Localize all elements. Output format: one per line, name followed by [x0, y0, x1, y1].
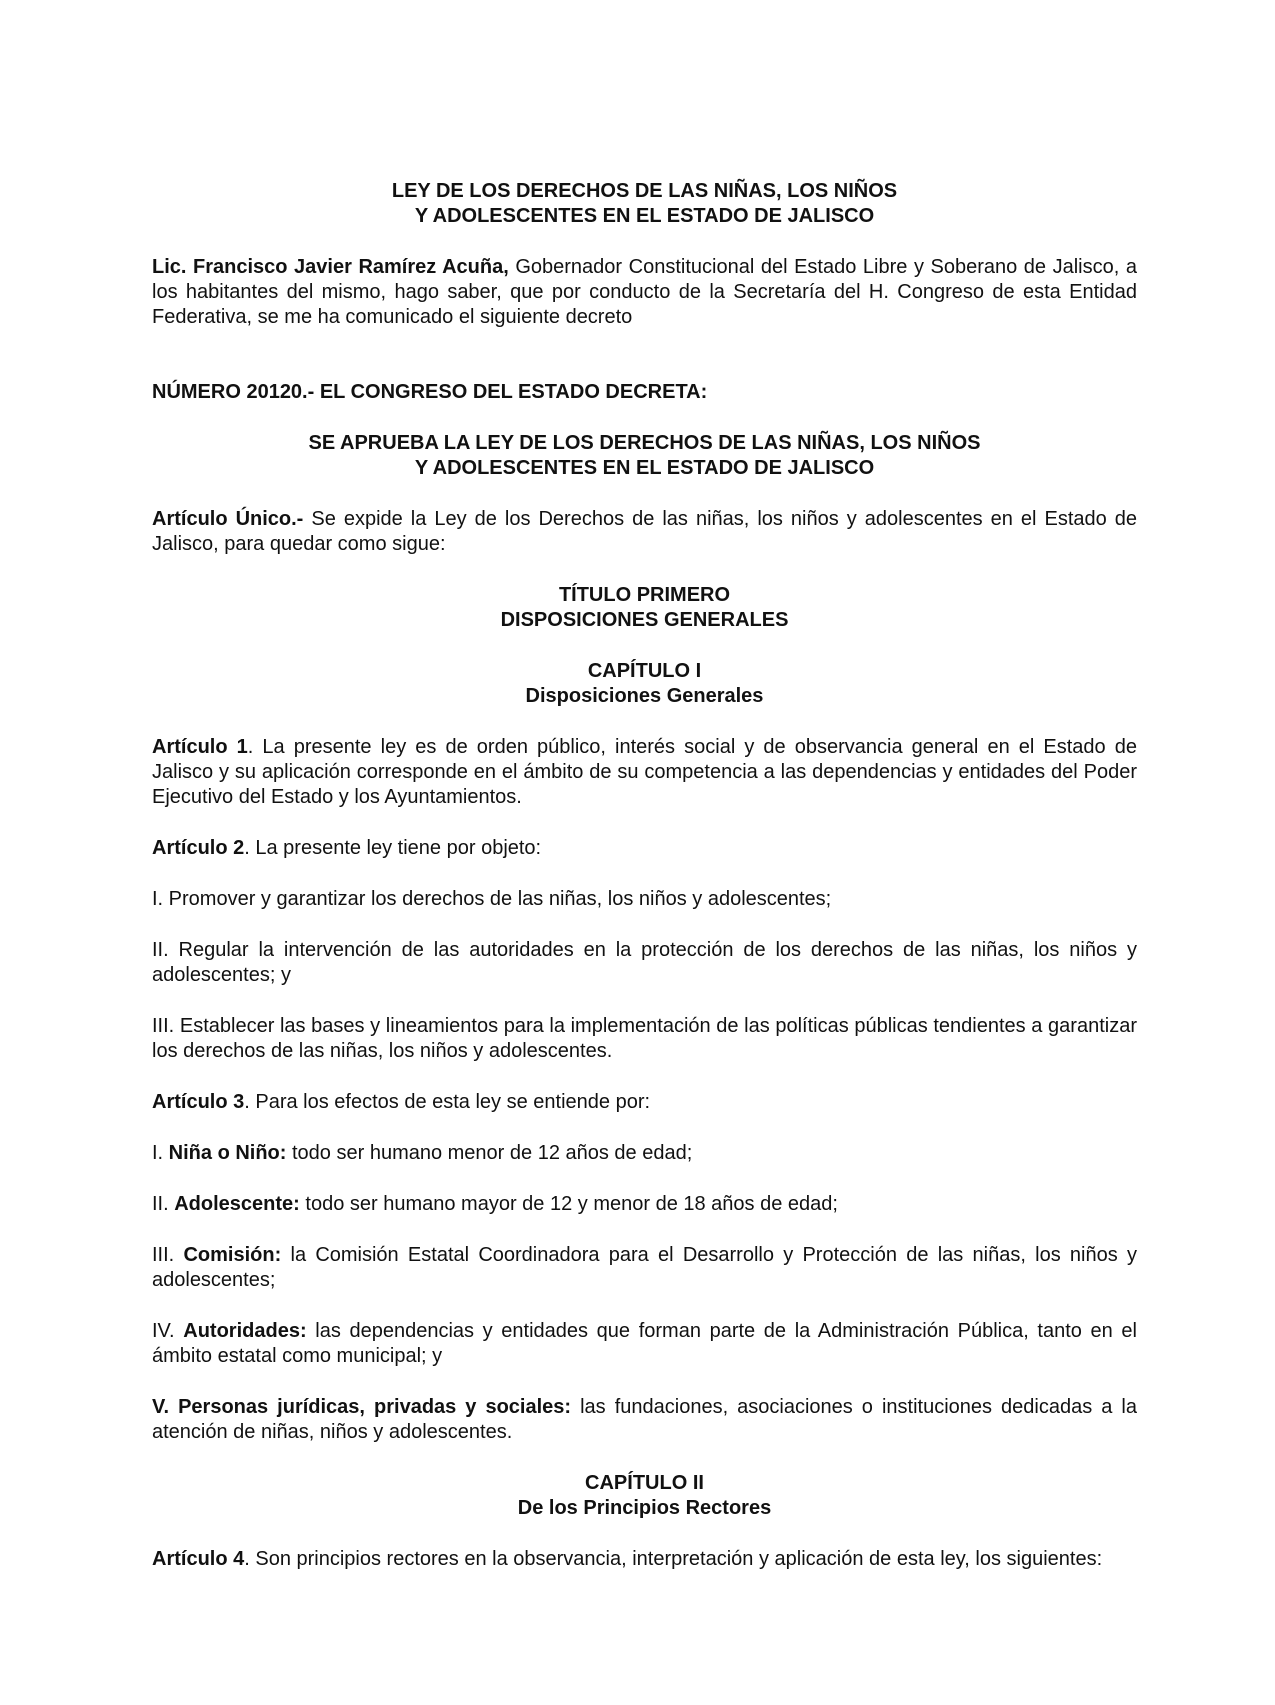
definition-item: [152, 1243, 1137, 1293]
titulo-line-1: TÍTULO PRIMERO: [558, 584, 731, 606]
articulo-1-text: . La presente ley es de orden público, interés social y de observancia general en el Estado de Jalisco y su aplicación corresponde en el ámbito de su competencia a las dependencias y entidades del Poder Ejecutivo del Estado y los Ayuntamientos.: [152, 736, 1137, 808]
articulo-unico: [152, 507, 1137, 557]
governor-name: Lic. Francisco Javier Ramírez Acuña,: [152, 256, 509, 278]
definition-term: Adolescente:: [174, 1193, 300, 1215]
law-title: [152, 179, 1137, 229]
law-title-line-1: LEY DE LOS DERECHOS DE LAS NIÑAS, LOS NIÑOS: [391, 180, 898, 202]
titulo-heading: [152, 583, 1137, 633]
definition-text: las fundaciones, asociaciones o instituciones dedicadas a la atención de niñas, niños y adolescentes.: [152, 1396, 1137, 1443]
definition-number: IV.: [152, 1320, 184, 1342]
articulo-unico-label: Artículo Único.-: [152, 508, 304, 530]
intro-text: Gobernador Constitucional del Estado Libre y Soberano de Jalisco, a los habitantes del mismo, hago saber, que por conducto de la Secretaría del H. Congreso de esta Entidad Federativa, se me ha comunicado el siguiente decreto: [152, 256, 1137, 328]
articulo-2-label: Artículo 2: [152, 837, 245, 859]
definition-number: V.: [152, 1396, 179, 1418]
articulo-2-text: . La presente ley tiene por objeto:: [244, 837, 542, 859]
definition-term: Personas jurídicas, privadas y sociales:: [178, 1396, 572, 1418]
definition-item: [152, 1192, 1137, 1217]
definition-term: Comisión:: [183, 1244, 282, 1266]
articulo-3: [152, 1090, 1137, 1115]
articulo-unico-text: Se expide la Ley de los Derechos de las niñas, los niños y adolescentes en el Estado de Jalisco, para quedar como sigue:: [152, 508, 1138, 555]
definition-term: Autoridades:: [183, 1320, 307, 1342]
decree-number: NÚMERO 20120.- EL CONGRESO DEL ESTADO DECRETA:: [152, 381, 708, 403]
articulo-2-item-2: II. Regular la intervención de las autoridades en la protección de los derechos de las niñas, los niños y adolescentes; y: [152, 939, 1137, 986]
law-title-line-2: Y ADOLESCENTES EN EL ESTADO DE JALISCO: [414, 205, 875, 227]
articulo-1: [152, 735, 1137, 810]
definition-item: [152, 1141, 1137, 1166]
approval-heading: [152, 431, 1137, 481]
articulo-2: [152, 836, 1137, 861]
articulo-2-item-3: III. Establecer las bases y lineamientos para la implementación de las políticas públicas tendientes a garantizar los derechos de las niñas, los niños y adolescentes.: [152, 1015, 1137, 1062]
articulo-4-label: Artículo 4: [152, 1548, 245, 1570]
capitulo-1-line-2: Disposiciones Generales: [525, 685, 764, 707]
capitulo-2-line-2: De los Principios Rectores: [517, 1497, 772, 1519]
titulo-line-2: DISPOSICIONES GENERALES: [500, 609, 789, 631]
definition-number: III.: [152, 1244, 184, 1266]
articulo-3-label: Artículo 3: [152, 1091, 245, 1113]
definition-number: I.: [152, 1142, 169, 1164]
definition-number: II.: [152, 1193, 175, 1215]
capitulo-1-heading: [152, 659, 1137, 709]
definition-item: [152, 1319, 1137, 1369]
definition-text: las dependencias y entidades que forman parte de la Administración Pública, tanto en el ámbito estatal como municipal; y: [152, 1320, 1137, 1367]
document-page: [152, 157, 1137, 1572]
definition-text: la Comisión Estatal Coordinadora para el Desarrollo y Protección de las niñas, los niños y adolescentes;: [152, 1244, 1137, 1291]
articulo-2-item-1: I. Promover y garantizar los derechos de las niñas, los niños y adolescentes;: [152, 888, 832, 910]
approval-line-1: SE APRUEBA LA LEY DE LOS DERECHOS DE LAS NIÑAS, LOS NIÑOS: [308, 432, 981, 454]
capitulo-1-line-1: CAPÍTULO I: [587, 660, 702, 682]
articulo-1-label: Artículo 1: [152, 736, 248, 758]
approval-line-2: Y ADOLESCENTES EN EL ESTADO DE JALISCO: [414, 457, 875, 479]
capitulo-2-heading: [152, 1471, 1137, 1521]
capitulo-2-line-1: CAPÍTULO II: [585, 1472, 704, 1494]
definition-item: [152, 1395, 1137, 1445]
articulo-4: [152, 1547, 1137, 1572]
definition-text: todo ser humano mayor de 12 y menor de 18 años de edad;: [299, 1193, 838, 1215]
articulo-3-text: . Para los efectos de esta ley se entiende por:: [244, 1091, 651, 1113]
definition-term: Niña o Niño:: [168, 1142, 287, 1164]
articulo-4-text: . Son principios rectores en la observancia, interpretación y aplicación de esta ley, los siguientes:: [244, 1548, 1103, 1570]
intro-paragraph: [152, 255, 1137, 330]
definition-text: todo ser humano menor de 12 años de edad;: [286, 1142, 693, 1164]
